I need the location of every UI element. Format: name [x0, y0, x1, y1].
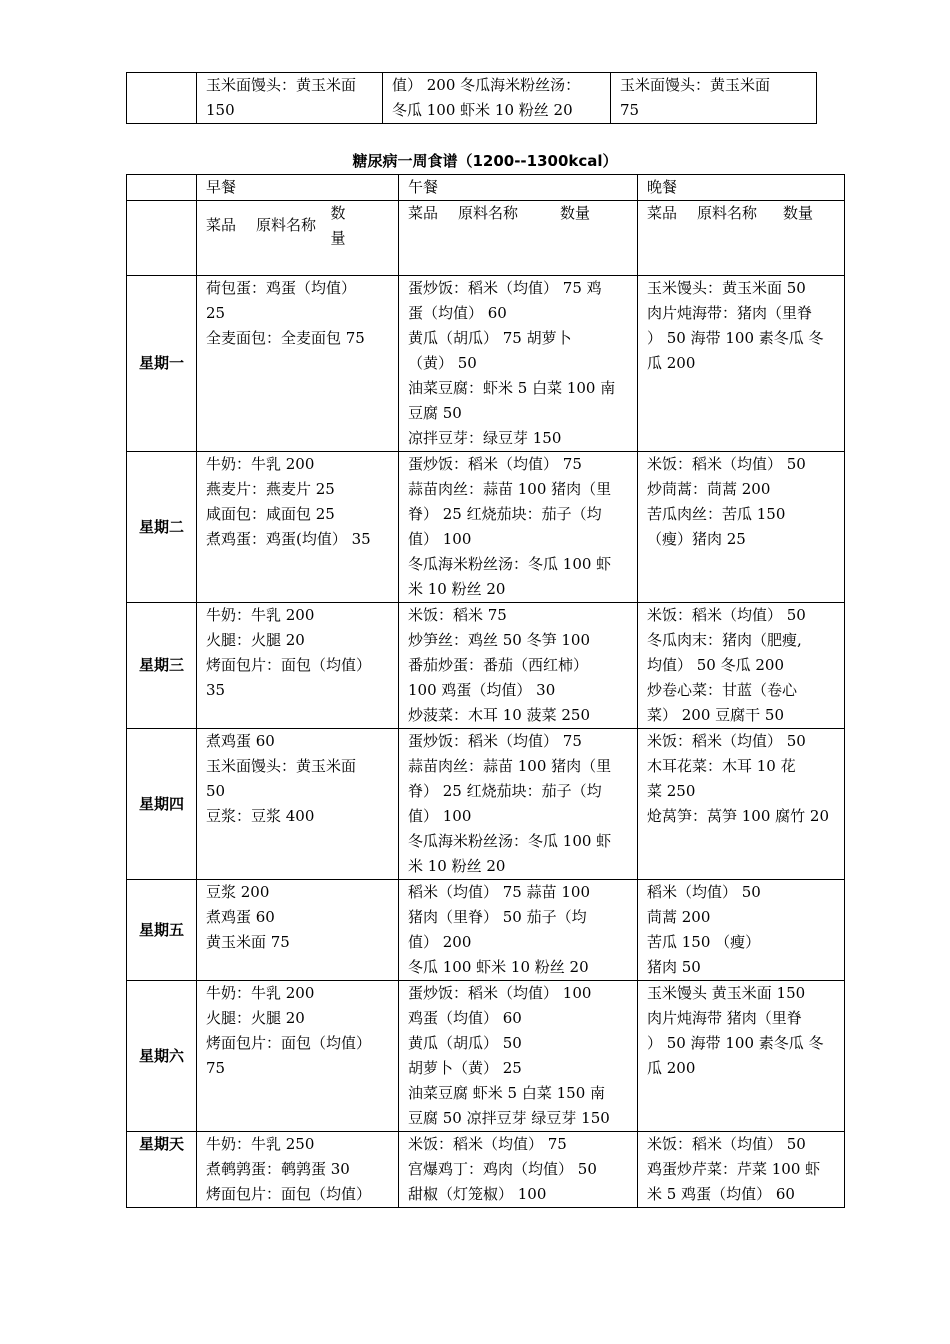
lunch-line: 蒜苗肉丝：蒜苗 100 猪肉（里	[408, 480, 612, 498]
breakfast-line: 煮鹌鹑蛋：鹌鹑蛋 30	[206, 1160, 350, 1178]
dinner-line: 冬瓜肉末：猪肉（肥瘦,	[647, 631, 802, 649]
dinner-line: 均值） 50 冬瓜 200	[647, 656, 785, 674]
lunch-line: 豆腐 50	[408, 404, 462, 422]
lunch-line: 炒笋丝：鸡丝 50 冬笋 100	[408, 631, 591, 649]
dinner-cell	[638, 276, 845, 452]
subheader-breakfast	[197, 201, 399, 276]
day-label: 星期三	[127, 603, 197, 729]
header-breakfast: 早餐	[197, 175, 399, 201]
lunch-line: 黄瓜（胡瓜） 50	[408, 1034, 522, 1052]
dinner-line: 鸡蛋炒芹菜：芹菜 100 虾	[647, 1160, 821, 1178]
lunch-line: 稻米（均值） 75 蒜苗 100	[408, 883, 591, 901]
lunch-line: 值） 200	[408, 933, 472, 951]
dinner-line: ） 50 海带 100 素冬瓜 冬	[647, 329, 824, 347]
lunch-line: （黄） 50	[408, 354, 477, 372]
day-label: 星期六	[127, 981, 197, 1132]
dinner-line: ） 50 海带 100 素冬瓜 冬	[647, 1034, 824, 1052]
continued-cell-lunch	[383, 73, 611, 124]
dinner-line: 米饭：稻米（均值） 50	[647, 455, 806, 473]
lunch-line: 蒜苗肉丝：蒜苗 100 猪肉（里	[408, 757, 612, 775]
continued-table	[126, 72, 817, 124]
breakfast-cell	[197, 276, 399, 452]
breakfast-line: 烤面包片：面包（均值）	[206, 1034, 372, 1052]
lunch-line: 豆腐 50 凉拌豆芽 绿豆芽 150	[408, 1109, 610, 1127]
day-label: 星期天	[127, 1132, 197, 1208]
lunch-line: 宫爆鸡丁：鸡肉（均值） 50	[408, 1160, 597, 1178]
breakfast-line: 黄玉米面 75	[206, 933, 290, 951]
breakfast-line: 燕麦片：燕麦片 25	[206, 480, 335, 498]
subheader-dinner	[638, 201, 845, 276]
lunch-line: 凉拌豆芽：绿豆芽 150	[408, 429, 562, 447]
lunch-line: 脊） 25 红烧茄块：茄子（均	[408, 782, 602, 800]
cell-line: 玉米面馒头：黄玉米面	[206, 76, 357, 94]
lunch-cell	[399, 603, 638, 729]
subheader-qty: 数量	[783, 204, 814, 222]
breakfast-cell	[197, 1132, 399, 1208]
breakfast-line: 牛奶：牛乳 200	[206, 606, 315, 624]
subheader-lunch	[399, 201, 638, 276]
continued-cell-blank	[127, 73, 197, 124]
day-row	[127, 276, 845, 452]
breakfast-cell	[197, 452, 399, 603]
lunch-cell	[399, 452, 638, 603]
day-label: 星期四	[127, 729, 197, 880]
dinner-line: 米饭：稻米（均值） 50	[647, 606, 806, 624]
lunch-line: 冬瓜海米粉丝汤：冬瓜 100 虾	[408, 832, 612, 850]
lunch-line: 米饭：稻米 75	[408, 606, 507, 624]
subheader-qty-bottom: 量	[330, 229, 346, 247]
dinner-line: 米饭：稻米（均值） 50	[647, 1135, 806, 1153]
day-row	[127, 880, 845, 981]
dinner-line: 玉米馒头：黄玉米面 50	[647, 279, 806, 297]
breakfast-line: 50	[206, 782, 226, 800]
day-row	[127, 452, 845, 603]
lunch-line: 冬瓜海米粉丝汤：冬瓜 100 虾	[408, 555, 612, 573]
meal-header-row	[127, 175, 845, 201]
dinner-cell	[638, 603, 845, 729]
continued-cell-dinner	[611, 73, 817, 124]
dinner-line: 炝莴笋：莴笋 100 腐竹 20	[647, 807, 830, 825]
dinner-line: 玉米馒头 黄玉米面 150	[647, 984, 806, 1002]
dinner-cell	[638, 1132, 845, 1208]
subheader-dish: 菜品	[647, 204, 678, 222]
dinner-cell	[638, 880, 845, 981]
lunch-line: 值） 100	[408, 807, 472, 825]
subheader-dish: 菜品	[206, 216, 237, 234]
subheader-ingredient: 原料名称	[458, 204, 519, 222]
lunch-line: 油菜豆腐 虾米 5 白菜 150 南	[408, 1084, 606, 1102]
breakfast-line: 煮鸡蛋 60	[206, 732, 275, 750]
lunch-line: 炒菠菜：木耳 10 菠菜 250	[408, 706, 591, 724]
day-label: 星期五	[127, 880, 197, 981]
dinner-line: 米饭：稻米（均值） 50	[647, 732, 806, 750]
lunch-line: 油菜豆腐：虾米 5 白菜 100 南	[408, 379, 616, 397]
day-row	[127, 603, 845, 729]
lunch-line: 黄瓜（胡瓜） 75 胡萝卜	[408, 329, 572, 347]
dinner-cell	[638, 452, 845, 603]
lunch-line: 100 鸡蛋（均值） 30	[408, 681, 556, 699]
cell-line: 值） 200 冬瓜海米粉丝汤：	[392, 76, 581, 94]
lunch-line: 番茄炒蛋：番茄（西红柿）	[408, 656, 589, 674]
dinner-line: 米 5 鸡蛋（均值） 60	[647, 1185, 795, 1203]
dinner-line: 炒茼蒿：茼蒿 200	[647, 480, 771, 498]
column-subheader-row	[127, 201, 845, 276]
subheader-qty: 数量	[560, 204, 591, 222]
dinner-line: 稻米（均值） 50	[647, 883, 761, 901]
breakfast-line: 烤面包片：面包（均值）	[206, 1185, 372, 1203]
breakfast-line: 25	[206, 304, 226, 322]
breakfast-line: 煮鸡蛋：鸡蛋(均值） 35	[206, 530, 371, 548]
dinner-line: 猪肉 50	[647, 958, 701, 976]
lunch-line: 蛋炒饭：稻米（均值） 100	[408, 984, 592, 1002]
breakfast-line: 烤面包片：面包（均值）	[206, 656, 372, 674]
dinner-line: 木耳花菜：木耳 10 花	[647, 757, 796, 775]
lunch-line: 猪肉（里脊） 50 茄子（均	[408, 908, 587, 926]
lunch-line: 米 10 粉丝 20	[408, 857, 506, 875]
dinner-line: 茼蒿 200	[647, 908, 711, 926]
dinner-cell	[638, 981, 845, 1132]
continued-cell-breakfast	[197, 73, 383, 124]
lunch-line: 鸡蛋（均值） 60	[408, 1009, 522, 1027]
lunch-line: 蛋炒饭：稻米（均值） 75	[408, 455, 582, 473]
dinner-line: 瓜 200	[647, 1059, 696, 1077]
breakfast-line: 豆浆 200	[206, 883, 270, 901]
day-label: 星期一	[127, 276, 197, 452]
lunch-cell	[399, 1132, 638, 1208]
breakfast-cell	[197, 981, 399, 1132]
lunch-line: 蛋（均值） 60	[408, 304, 507, 322]
lunch-line: 蛋炒饭：稻米（均值） 75	[408, 732, 582, 750]
breakfast-line: 牛奶：牛乳 200	[206, 984, 315, 1002]
lunch-line: 值） 100	[408, 530, 472, 548]
dinner-line: 肉片炖海带：猪肉（里脊	[647, 304, 813, 322]
day-label: 星期二	[127, 452, 197, 603]
breakfast-line: 火腿：火腿 20	[206, 1009, 305, 1027]
header-lunch: 午餐	[399, 175, 638, 201]
dinner-line: 炒卷心菜：甘蓝（卷心	[647, 681, 798, 699]
cell-line: 玉米面馒头：黄玉米面	[620, 76, 771, 94]
day-row	[127, 729, 845, 880]
lunch-cell	[399, 276, 638, 452]
breakfast-line: 牛奶：牛乳 200	[206, 455, 315, 473]
subheader-qty	[328, 201, 348, 251]
breakfast-line: 荷包蛋：鸡蛋（均值）	[206, 279, 357, 297]
lunch-cell	[399, 729, 638, 880]
dinner-line: （瘦）猪肉 25	[647, 530, 746, 548]
day-row	[127, 981, 845, 1132]
lunch-cell	[399, 880, 638, 981]
dinner-line: 肉片炖海带 猪肉（里脊	[647, 1009, 802, 1027]
breakfast-cell	[197, 729, 399, 880]
lunch-line: 米饭：稻米（均值） 75	[408, 1135, 567, 1153]
breakfast-line: 火腿：火腿 20	[206, 631, 305, 649]
dinner-line: 菜） 200 豆腐干 50	[647, 706, 785, 724]
breakfast-line: 豆浆：豆浆 400	[206, 807, 315, 825]
subheader-qty-top: 数	[330, 204, 346, 222]
lunch-line: 冬瓜 100 虾米 10 粉丝 20	[408, 958, 589, 976]
breakfast-line: 35	[206, 681, 226, 699]
breakfast-line: 煮鸡蛋 60	[206, 908, 275, 926]
breakfast-line: 牛奶：牛乳 250	[206, 1135, 315, 1153]
subheader-dish: 菜品	[408, 204, 439, 222]
subheader-ingredient: 原料名称	[697, 204, 758, 222]
weekly-menu-table	[126, 174, 845, 1208]
continued-row	[127, 73, 817, 124]
lunch-line: 脊） 25 红烧茄块：茄子（均	[408, 505, 602, 523]
cell-line: 冬瓜 100 虾米 10 粉丝 20	[392, 101, 573, 119]
subheader-ingredient: 原料名称	[256, 216, 317, 234]
lunch-line: 甜椒（灯笼椒） 100	[408, 1185, 547, 1203]
lunch-line: 胡萝卜（黄） 25	[408, 1059, 522, 1077]
lunch-line: 米 10 粉丝 20	[408, 580, 506, 598]
breakfast-line: 75	[206, 1059, 226, 1077]
cell-line: 75	[620, 101, 640, 119]
lunch-cell	[399, 981, 638, 1132]
dinner-cell	[638, 729, 845, 880]
dinner-line: 苦瓜 150 （瘦）	[647, 933, 761, 951]
breakfast-line: 全麦面包：全麦面包 75	[206, 329, 365, 347]
cell-line: 150	[206, 101, 235, 119]
header-blank-cell	[127, 175, 197, 201]
dinner-line: 菜 250	[647, 782, 696, 800]
breakfast-cell	[197, 603, 399, 729]
menu-title: 糖尿病一周食谱（1200--1300kcal）	[352, 152, 618, 170]
day-row	[127, 1132, 845, 1208]
dinner-line: 苦瓜肉丝：苦瓜 150	[647, 505, 786, 523]
breakfast-line: 咸面包：咸面包 25	[206, 505, 335, 523]
lunch-line: 蛋炒饭：稻米（均值） 75 鸡	[408, 279, 602, 297]
dinner-line: 瓜 200	[647, 354, 696, 372]
breakfast-line: 玉米面馒头：黄玉米面	[206, 757, 357, 775]
breakfast-cell	[197, 880, 399, 981]
subheader-blank-cell	[127, 201, 197, 276]
header-dinner: 晚餐	[638, 175, 845, 201]
